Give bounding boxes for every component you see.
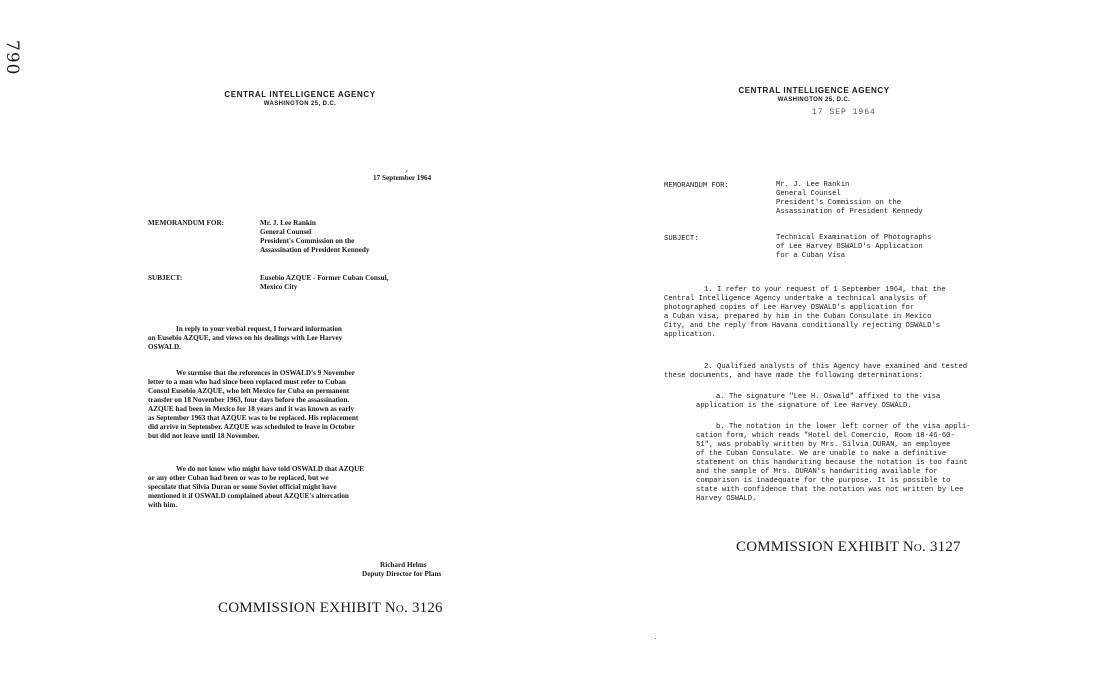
- right-memo-line: Assassination of President Kennedy: [776, 208, 923, 216]
- text-line: 51", was probably written by Mrs. Silvia DURAN, an employee: [696, 441, 951, 449]
- text-line: AZQUE had been in Mexico for 18 years and it was known as early: [148, 405, 355, 413]
- left-signature-block: [362, 561, 441, 579]
- right-subject-line: Technical Examination of Photographs: [776, 234, 932, 242]
- right-date-stamp: 17 SEP 1964: [812, 108, 876, 117]
- text-line: City, and the reply from Havana conditionally rejecting OSWALD's: [664, 322, 941, 330]
- text-line: We do not know who might have told OSWALD that AZQUE: [176, 465, 365, 473]
- signature-title: Deputy Director for Plans: [362, 570, 442, 578]
- left-memo-line: General Counsel: [260, 228, 312, 236]
- left-paragraph-1: [148, 325, 342, 352]
- right-paragraph-2b: [696, 423, 970, 504]
- left-subject-line: Mexico City: [260, 283, 298, 291]
- text-line: mentioned it if OSWALD complained about AZQUE's altercation: [148, 492, 349, 500]
- left-memo-recipient: [260, 219, 370, 255]
- left-date: 17 September 1964: [373, 174, 432, 182]
- left-paragraph-2: [148, 369, 358, 441]
- text-line: of the Cuban Consulate. We are unable to make a definitive: [696, 450, 947, 458]
- text-line: but did not leave until 18 November.: [148, 432, 260, 440]
- text-line: cation form, which reads "Hotel del Comercio, Room 18-46-60-: [696, 432, 955, 440]
- text-line: b. The notation in the lower left corner of the visa appli-: [716, 423, 971, 431]
- text-line: did arrive in September. AZQUE was scheduled to leave in October: [148, 423, 355, 431]
- text-line: transfer on 18 November 1963, four days before the assassination.: [148, 396, 350, 404]
- right-agency-name: CENTRAL INTELLIGENCE AGENCY: [738, 86, 890, 95]
- left-document: [140, 80, 530, 640]
- right-subject-line: for a Cuban Visa: [776, 252, 846, 260]
- right-memo-line: General Counsel: [776, 190, 841, 198]
- left-memo-label: MEMORANDUM FOR:: [148, 219, 225, 227]
- right-paragraph-1: [664, 286, 946, 340]
- right-memo-recipient: [776, 181, 923, 217]
- text-line: application.: [664, 331, 716, 339]
- signature-name: Richard Helms: [380, 561, 427, 569]
- text-line: photographed copies of Lee Harvey OSWALD's application for: [664, 304, 915, 312]
- right-agency-address: WASHINGTON 25, D.C.: [777, 97, 851, 103]
- text-line: with him.: [148, 501, 178, 509]
- right-subject-line: of Lee Harvey OSWALD's Application: [776, 243, 923, 251]
- left-agency-name: CENTRAL INTELLIGENCE AGENCY: [224, 90, 376, 99]
- text-line: or any other Cuban had been or was to be replaced, but we: [148, 474, 329, 482]
- text-line: state with confidence that the notation was not written by Lee: [696, 486, 964, 494]
- right-document: [660, 80, 1080, 580]
- right-subject: [776, 234, 931, 261]
- scan-speck: [655, 638, 656, 639]
- left-agency-header: [200, 90, 400, 107]
- right-subject-label: SUBJECT:: [664, 235, 699, 243]
- text-line: speculate that Silvia Duran or some Soviet official might have: [148, 483, 337, 491]
- text-line: comparison is inadequate for the purpose. It is possible to: [696, 477, 951, 485]
- left-subject-label: SUBJECT:: [148, 274, 183, 282]
- text-line: Consul Eusebio AZQUE, who left Mexico for Cuba on permanent: [148, 387, 350, 395]
- text-line: 2. Qualified analysts of this Agency have examined and tested: [704, 363, 968, 371]
- left-subject-line: Eusebio AZQUE - Former Cuban Consul,: [260, 274, 389, 282]
- text-line: statement on this handwriting because the notation is too faint: [696, 459, 968, 467]
- text-line: and the sample of Mrs. DURAN's handwriting available for: [696, 468, 938, 476]
- left-memo-line: President's Commission on the: [260, 237, 355, 245]
- left-paragraph-3: [148, 465, 364, 510]
- left-exhibit-label: COMMISSION EXHIBIT No. 3126: [218, 600, 443, 616]
- text-line: Central Intelligence Agency undertake a technical analysis of: [664, 295, 928, 303]
- right-memo-line: Mr. J. Lee Rankin: [776, 181, 850, 189]
- text-line: In reply to your verbal request, I forward information: [176, 325, 342, 333]
- right-agency-header: [714, 86, 914, 103]
- text-line: a. The signature "Lee H. Oswald" affixed to the visa: [716, 393, 941, 401]
- right-exhibit-label: COMMISSION EXHIBIT No. 3127: [736, 539, 961, 555]
- left-memo-line: Mr. J. Lee Rankin: [260, 219, 316, 227]
- text-line: Harvey OSWALD.: [696, 495, 757, 503]
- text-line: OSWALD.: [148, 343, 181, 351]
- text-line: as September 1963 that AZQUE was to be replaced. His replacement: [148, 414, 359, 422]
- text-line: these documents, and have made the following determinations:: [664, 372, 923, 380]
- page-number: 790: [2, 40, 22, 76]
- text-line: letter to a man who had since been replaced must refer to Cuban: [148, 378, 346, 386]
- right-memo-label: MEMORANDUM FOR:: [664, 182, 729, 190]
- right-memo-line: President's Commission on the: [776, 199, 902, 207]
- text-line: on Eusebio AZQUE, and views on his dealings with Lee Harvey: [148, 334, 343, 342]
- right-paragraph-2a: [696, 393, 940, 411]
- right-paragraph-2: [664, 363, 967, 381]
- left-subject: [260, 274, 388, 292]
- text-line: a Cuban visa, prepared by him in the Cuban Consulate in Mexico: [664, 313, 932, 321]
- left-agency-address: WASHINGTON 25, D.C.: [263, 101, 337, 107]
- text-line: application is the signature of Lee Harvey OSWALD.: [696, 402, 912, 410]
- left-memo-line: Assassination of President Kennedy: [260, 246, 370, 254]
- text-line: 1. I refer to your request of 1 September 1964, that the: [704, 286, 946, 294]
- text-line: We surmise that the references in OSWALD's 9 November: [176, 369, 355, 377]
